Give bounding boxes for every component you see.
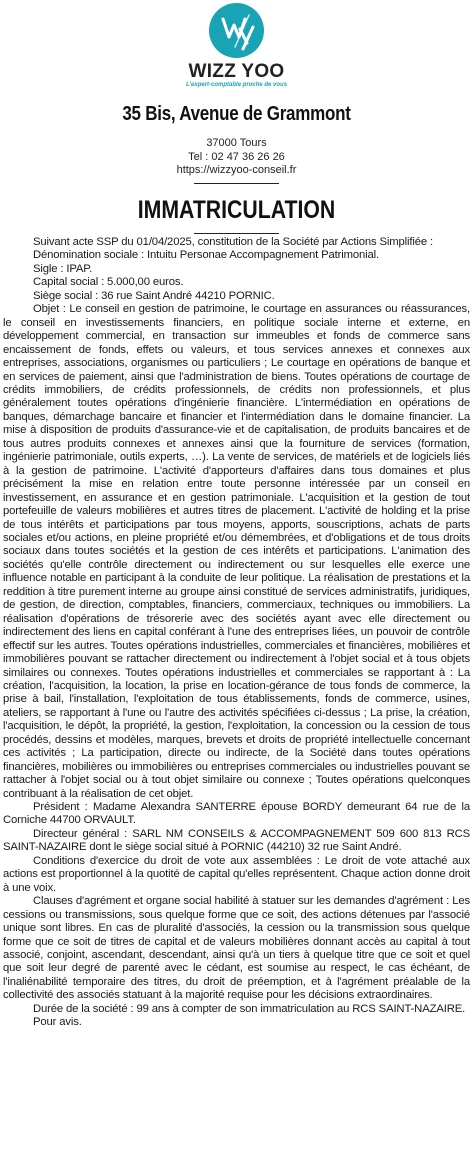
- paragraph-president: Président : Madame Alexandra SANTERRE épouse BORDY demeurant 64 rue de la Corniche 44700 ORVAULT.: [3, 801, 470, 827]
- logo-letters-icon: [209, 3, 264, 58]
- brand-name: WIZZ YOO: [188, 61, 285, 82]
- paragraph-sigle: Sigle : IPAP.: [33, 262, 93, 275]
- paragraph-agrement: Clauses d'agrément et organe social habilité à statuer sur les demandes d'agrément : Les cessions ou transmissions, sous quelque forme que ce soit, des actions détenues par l'associé unique sont libres. En cas de pluralité d'associés, la cession ou la transmission sous quelque forme que ce soit de titres de capital et de valeurs mobilières donnant accès au capital à tout associé, conjoint, ascendant, descendant, ainsi qu'à un tiers à quelque titre que ce soit et quel que soit leur degré de parenté avec le cédant, est soumise au respect, le cas échéant, de l'inaliénabilité temporaire des titres, du droit de préemption, et à l'agrément préalable de la collectivité des associés statuant à la majorité requise pour les décisions extraordinaires.: [3, 895, 470, 1002]
- wizz-yoo-logo-icon: [209, 3, 264, 58]
- office-address: 35 Bis, Avenue de Grammont: [122, 103, 351, 125]
- office-city: 37000 Tours: [206, 137, 267, 149]
- notice-body: [3, 236, 470, 1030]
- paragraph-constitution: Suivant acte SSP du 01/04/2025, constitution de la Société par Actions Simplifiée :: [33, 236, 433, 248]
- notice-title: IMMATRICULATION: [137, 196, 336, 224]
- paragraph-siege: Siège social : 36 rue Saint André 44210 PORNIC.: [33, 289, 275, 302]
- paragraph-capital: Capital social : 5.000,00 euros.: [33, 276, 184, 289]
- paragraph-droit-vote: Conditions d'exercice du droit de vote aux assemblées : Le droit de vote attaché aux actions est proportionnel à la quotité de capital qu'elles représentent. Chaque action donne droit à une voix.: [3, 854, 470, 894]
- divider-top: [194, 183, 279, 184]
- contact-block: [0, 137, 473, 178]
- paragraph-objet: Objet : Le conseil en gestion de patrimoine, le courtage en assurances ou réassurances, le conseil en investissements financiers, en politique sociale interne et externe, en développement commercial, en transaction sur immeubles et fonds de commerce sans encaissement de fonds, effets ou valeurs, et tous services annexes et connexes aux entreprises, associations, organismes ou particuliers ; Le courtage en opérations de banque et en services de paiement, ainsi que l'administration de biens. Toutes opérations de courtage de crédits immobiliers, de crédits professionnels, de crédits non professionnels, et plus généralement toutes opérations d'ingénierie financière. L'intermédiation en opérations de banques, démarchage bancaire et financier et l'intermédiation dans le domaine financier. La mise à disposition de produits d'assurance-vie et de capitalisation, de produits bancaires et de tous autres produits connexes et annexes ainsi que la fourniture de services (formation, ingénierie patrimoniale, outils experts, …). La vente de services, de matériels et de logiciels liés à la gestion de patrimoine. L'activité d'apporteurs d'affaires dans tous domaines et plus précisément la mise en relation entre toute personne intéressée par un conseil en investissement, en assurance et en gestion patrimoniale. L'acquisition et la gestion de tout portefeuille de valeurs mobilières et autres titres de placement. L'activité de holding et la prise de tous intérêts et participations par tous moyens, apports, souscriptions, achats de parts sociales et/ou actions, en pleine propriété et/ou démembrées, et d'obligations et de tous droits sociaux dans toutes sociétés et la gestion de ces intérêts et participations. L'animation des sociétés qu'elle contrôle directement ou indirectement ou sur lesquelles elle exerce une influence notable en participant à la conduite de leur politique. La réalisation de prestations et la reddition à titre purement interne au groupe ainsi constitué de services administratifs, juridiques, de gestion, de direction, comptables, financiers, commerciaux, techniques ou immobiliers. La réalisation d'opérations de trésorerie avec des sociétés ayant avec elle directement ou indirectement des liens en capital conférant à l'une des entreprises liées, un pouvoir de contrôle effectif sur les autres. Toutes opérations industrielles, commerciales et financières, mobilières et immobilières pouvant se rattacher directement ou indirectement à l'objet social et à tous objets similaires ou connexes. Toutes opérations industrielles et commerciales se rapportant à : La création, l'acquisition, la location, la prise en location-gérance de tous fonds de commerce, la prise à bail, l'installation, l'exploitation de tous établissements, fonds de commerce, usines, ateliers, se rapportant à l'une ou l'autre des activités spécifiées ci-dessus ; La prise, la création, l'acquisition, le dépôt, la propriété, la gestion, l'exploitation, la concession ou la cession de tous procédés, dessins et modèles, marques, brevets et droits de propriété intellectuelle concernant ces activités ; La participation, directe ou indirecte, de la Société dans toutes opérations financières, mobilières ou immobilières ou entreprises commerciales ou industrielles pouvant se rattacher à l'objet social ou à tout objet similaire ou connexe ; Toutes opérations quelconques contribuant à la réalisation de cet objet.: [3, 303, 470, 800]
- paragraph-pour-avis: Pour avis.: [33, 1016, 82, 1029]
- paragraph-denomination: Dénomination sociale : Intuitu Personae Accompagnement Patrimonial.: [33, 249, 380, 262]
- divider-bottom: [194, 233, 279, 234]
- office-phone: Tel : 02 47 36 26 26: [188, 150, 285, 163]
- office-website[interactable]: https://wizzyoo-conseil.fr: [176, 164, 297, 176]
- paragraph-duree: Durée de la société : 99 ans à compter de son immatriculation au RCS SAINT-NAZAIRE.: [33, 1002, 466, 1015]
- paragraph-directeur: Directeur général : SARL NM CONSEILS & ACCOMPAGNEMENT 509 600 813 RCS SAINT-NAZAIRE dont le siège social situé à PORNIC (44210) 32 rue Saint André.: [3, 827, 470, 854]
- brand-tagline: L'expert-comptable proche de vous: [185, 82, 288, 88]
